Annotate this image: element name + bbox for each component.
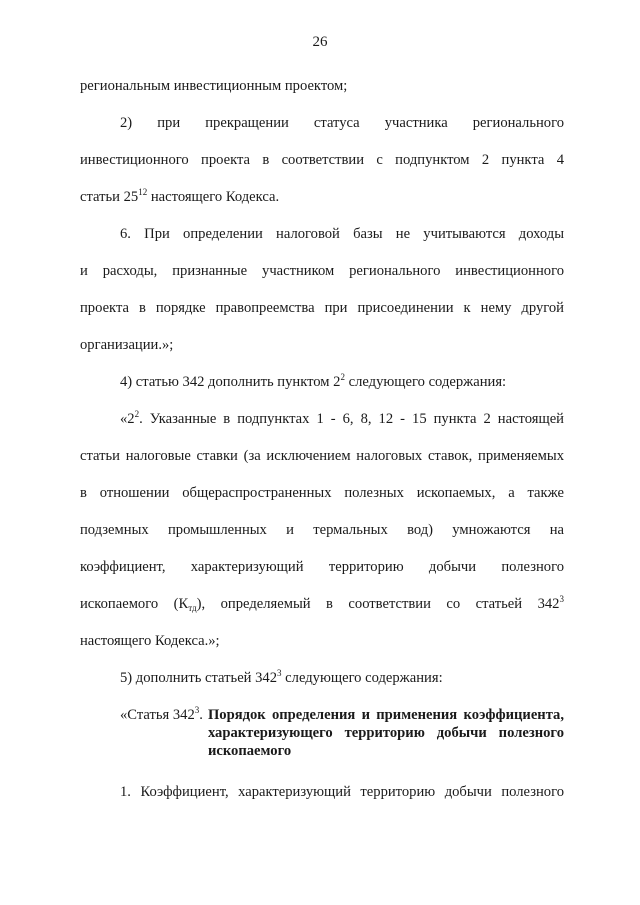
text-fragment: 5) дополнить статьей 342: [120, 670, 278, 686]
superscript: 12: [138, 187, 148, 197]
text-fragment: следующего содержания:: [281, 670, 443, 686]
text-line: 2) при прекращении статуса участника регионального: [120, 115, 564, 131]
subscript: тд: [188, 603, 197, 613]
text-line: подземных промышленных и термальных вод) умножаются на: [80, 522, 564, 538]
text-line: инвестиционного проекта в соответствии с подпунктом 2 пункта 4: [80, 152, 564, 168]
article-title-line: ископаемого: [207, 743, 292, 759]
article-title-line: характеризующего территорию добычи полезного: [207, 725, 564, 741]
text-fragment: следующего содержания:: [344, 374, 507, 390]
text-line: статьи налоговые ставки (за исключением налоговых ставок, применяемых: [80, 448, 564, 464]
superscript: 3: [559, 594, 564, 604]
text-line: настоящего Кодекса.»;: [80, 633, 220, 649]
text-fragment: .: [199, 707, 203, 723]
article-title: [203, 706, 564, 760]
document-body: [80, 68, 564, 811]
text-fragment: статьи 25: [80, 189, 139, 205]
text-fragment: «2: [120, 411, 135, 427]
text-fragment: . Указанные в подпунктах 1 - 6, 8, 12 - 15 пункта 2 настоящей: [139, 411, 564, 427]
superscript: 2: [340, 372, 345, 382]
article-number: [80, 706, 203, 760]
article-heading: [80, 697, 564, 774]
text-line: 1. Коэффициент, характеризующий территорию добычи полезного: [120, 784, 564, 800]
text-fragment: 4) статью 342 дополнить пунктом 2: [120, 374, 341, 390]
text-fragment: ископаемого (К: [80, 596, 189, 612]
text-line: [80, 179, 564, 216]
superscript: 3: [277, 668, 282, 678]
text-line: [80, 586, 564, 623]
text-line: [80, 401, 564, 438]
text-line: проекта в порядке правопреемства при присоединении к нему другой: [80, 300, 564, 316]
text-line: [80, 660, 564, 697]
text-fragment: настоящего Кодекса.: [147, 189, 280, 205]
superscript: 2: [134, 409, 140, 419]
text-line: и расходы, признанные участником регионального инвестиционного: [80, 263, 564, 279]
text-line: коэффициент, характеризующий территорию добычи полезного: [80, 559, 564, 575]
text-line: [80, 364, 564, 401]
text-fragment: «Статья 342: [120, 707, 195, 723]
page-number: 26: [312, 34, 328, 50]
article-title-line: Порядок определения и применения коэффициента,: [207, 707, 564, 723]
text-line: 6. При определении налоговой базы не учитываются доходы: [120, 226, 564, 242]
text-line: организации.»;: [80, 337, 174, 353]
superscript: 3: [194, 705, 200, 715]
text-fragment: ), определяемый в соответствии со статьей 342: [196, 596, 560, 612]
text-line: в отношении общераспространенных полезных ископаемых, а также: [80, 485, 564, 501]
text-line: региональным инвестиционным проектом;: [80, 78, 348, 94]
